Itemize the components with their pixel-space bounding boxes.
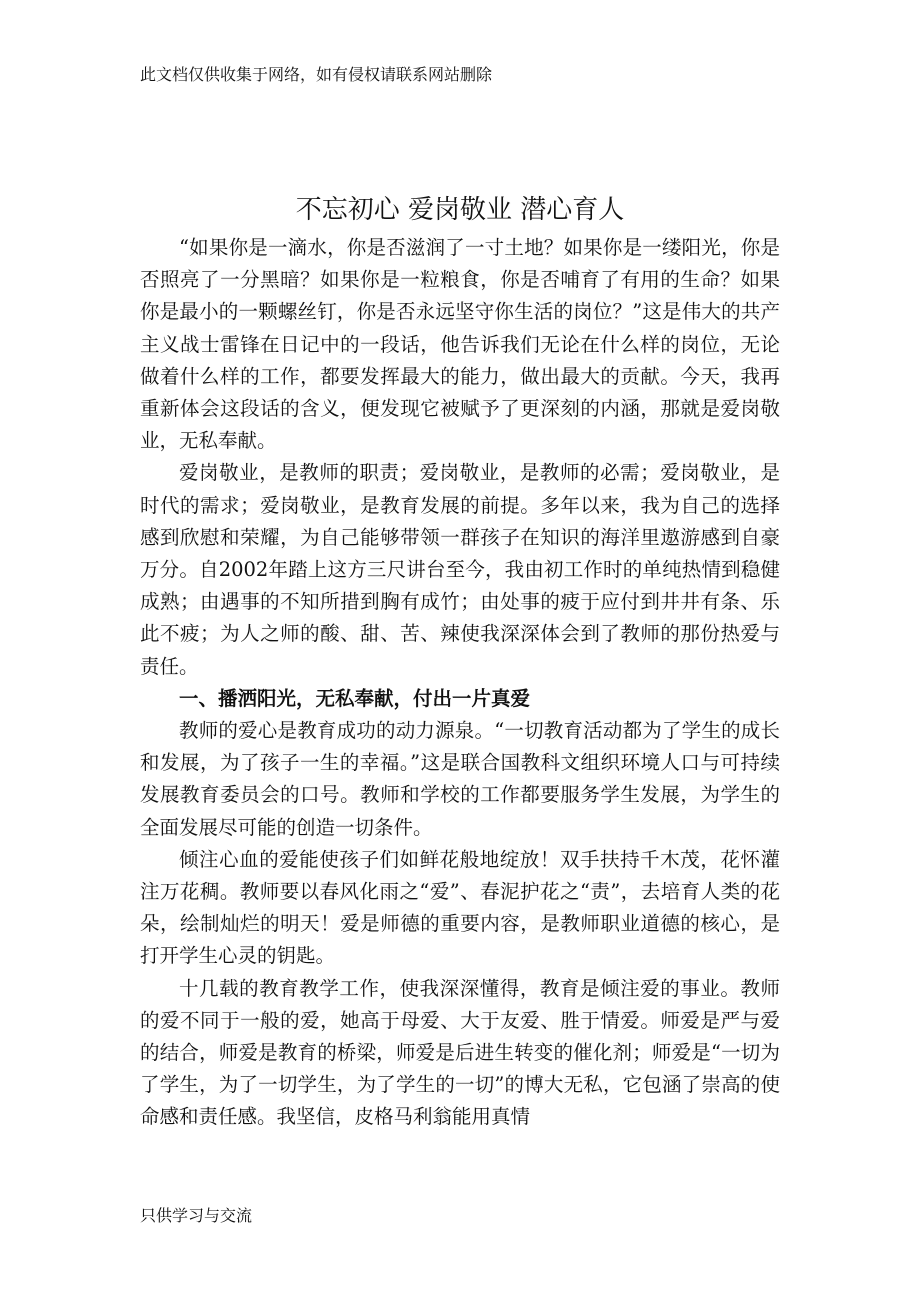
footer-note: 只供学习与交流 bbox=[140, 1206, 253, 1225]
paragraph-devotion: 倾注心血的爱能使孩子们如鲜花般地绽放！双手扶持千木茂，花怀灌注万花稠。教师要以春风化雨之“爱”、春泥护花之“责”，去培育人类的花朵，绘制灿烂的明天！爱是师德的重要内容，是教师职业道德的核心，是打开学生心灵的钥匙。 bbox=[140, 847, 780, 968]
paragraph-lei-feng-quote: “如果你是一滴水，你是否滋润了一寸土地？如果你是一缕阳光，你是否照亮了一分黑暗？如果你是一粒粮食，你是否哺育了有用的生命？如果你是最小的一颗螺丝钉，你是否永远坚守你生活的岗位？”这是伟大的共产主义战士雷锋在日记中的一段话，他告诉我们无论在什么样的岗位，无论做着什么样的工作，都要发挥最大的能力，做出最大的贡献。今天，我再重新体会这段话的含义，便发现它被赋予了更深刻的内涵，那就是爱岗敬业，无私奉献。 bbox=[140, 236, 780, 453]
document-body bbox=[140, 232, 780, 1134]
section-heading-one: 一、播洒阳光，无私奉献，付出一片真爱 bbox=[179, 686, 531, 710]
paragraph-teacher-love: 教师的爱心是教育成功的动力源泉。“一切教育活动都为了学生的成长和发展，为了孩子一生的幸福。”这是联合国教科文组织环境人口与可持续发展教育委员会的口号。教师和学校的工作都要服务学生发展，为学生的全面发展尽可能的创造一切条件。 bbox=[140, 719, 780, 839]
header-disclaimer: 此文档仅供收集于网络，如有侵权请联系网站删除 bbox=[140, 65, 493, 84]
paragraph-dedication: 爱岗敬业，是教师的职责；爱岗敬业，是教师的必需；爱岗敬业，是时代的需求；爱岗敬业，是教育发展的前提。多年以来，我为自己的选择感到欣慰和荣耀，为自己能够带领一群孩子在知识的海洋里遨游感到自豪万分。自2002年踏上这方三尺讲台至今，我由初工作时的单纯热情到稳健成熟；由遇事的不知所措到胸有成竹；由处事的疲于应付到井井有条、乐此不疲；为人之师的酸、甜、苦、辣使我深深体会到了教师的那份热爱与责任。 bbox=[140, 461, 780, 678]
paragraph-experience: 十几载的教育教学工作，使我深深懂得，教育是倾注爱的事业。教师的爱不同于一般的爱，她高于母爱、大于友爱、胜于情爱。师爱是严与爱的结合，师爱是教育的桥梁，师爱是后进生转变的催化剂；师爱是“一切为了学生，为了一切学生，为了学生的一切”的博大无私，它包涵了崇高的使命感和责任感。我坚信，皮格马利翁能用真情 bbox=[140, 976, 780, 1129]
document-title: 不忘初心 爱岗敬业 潜心育人 bbox=[295, 195, 625, 225]
